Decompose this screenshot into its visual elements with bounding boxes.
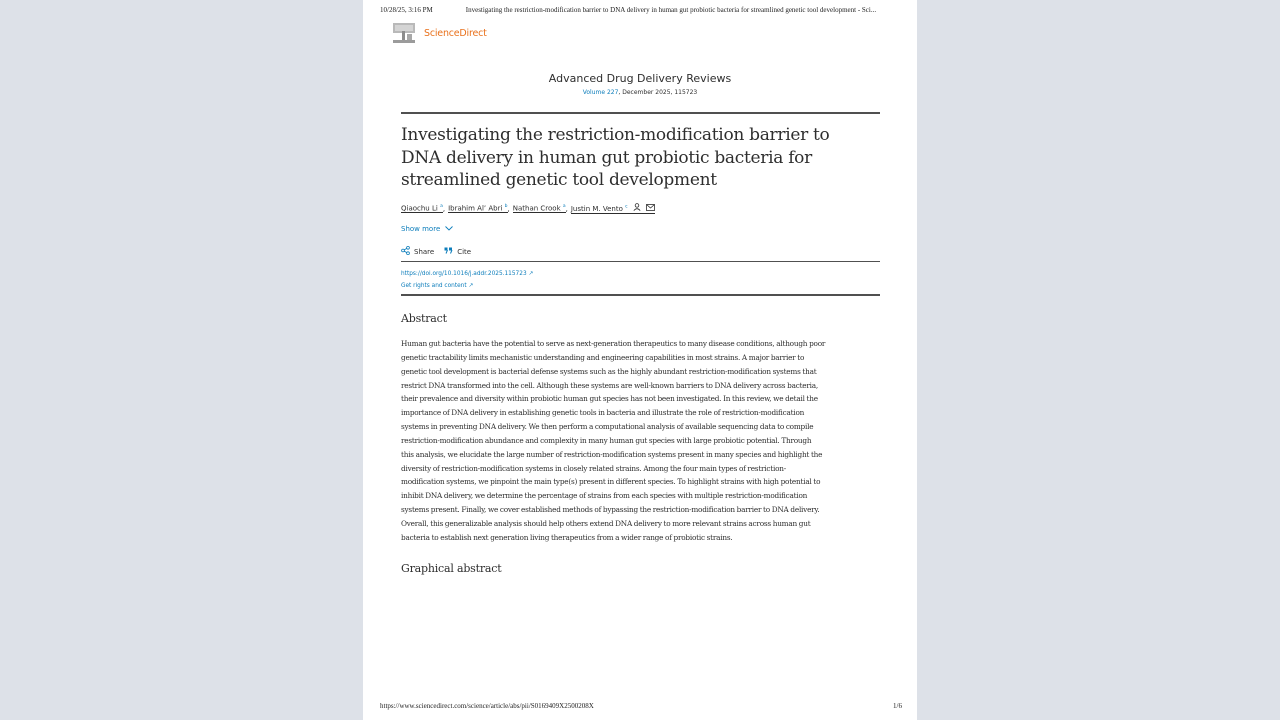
abstract-line: importance of DNA delivery in establishing genetic tools in bacteria and illustrate the role of restriction-modification	[401, 408, 805, 418]
doi-link[interactable]: https://doi.org/10.1016/j.addr.2025.115723 ↗	[401, 271, 534, 277]
share-button[interactable]	[401, 246, 434, 257]
abstract-line: systems present. Finally, we cover established methods of bypassing the restriction-modification barrier to DNA delivery.	[401, 505, 820, 515]
abstract-body	[401, 337, 883, 545]
volume-link[interactable]: Volume 227	[582, 89, 619, 96]
cite-label: Cite	[457, 247, 472, 256]
author-link[interactable]: Qiaochu Li $^a$	[401, 203, 443, 213]
elsevier-tree-icon	[392, 22, 416, 44]
abstract-line: systems in preventing DNA delivery. We then perform a computational analysis of available sequencing data to compile	[401, 422, 814, 432]
abstract-line: Human gut bacteria have the potential to serve as next-generation therapeutics to many disease conditions, although poor	[401, 339, 826, 348]
email-icon[interactable]	[646, 204, 655, 213]
links-divider	[401, 294, 880, 296]
share-icon	[401, 246, 410, 257]
abstract-line: restrict DNA transformed into the cell. Although these systems are well-known barriers to DNA delivery across bacteria,	[401, 380, 818, 390]
abstract-heading: Abstract	[401, 312, 447, 325]
article-actions	[401, 246, 481, 257]
abstract-line: inhibit DNA delivery, we determine the percentage of strains from each species with multiple restriction-modification	[401, 491, 808, 501]
author-link[interactable]: Nathan Crook $^a$	[512, 203, 566, 213]
print-page-title: Investigating the restriction-modification barrier to DNA delivery in human gut probiotic bacteria for streamlined genetic tool development - Sci...	[465, 6, 877, 14]
graphical-abstract-heading: Graphical abstract	[401, 562, 502, 575]
show-more-button[interactable]	[401, 225, 453, 233]
author-list: Qiaochu Li $^a$ , Ibrahim Al’ Abri $^b$ , Nathan Crook $^a$ , Justin M. Vento $^c$	[401, 203, 655, 214]
article-title: Investigating the restriction-modification barrier to DNA delivery in human gut probiotic bacteria for streamlined genetic tool development	[401, 125, 830, 190]
author-link[interactable]: Justin M. Vento $^c$	[571, 203, 655, 214]
abstract-line: this analysis, we elucidate the large number of restriction-modification systems present in many species and highlight the	[401, 449, 823, 459]
author-link[interactable]: Ibrahim Al’ Abri $^b$	[448, 203, 508, 213]
abstract-line: bacteria to establish next generation living therapeutics from a wider range of probiotic strains.	[401, 532, 733, 542]
sciencedirect-logo[interactable]	[392, 22, 487, 44]
print-header	[380, 6, 903, 14]
quote-icon	[444, 247, 453, 256]
external-link-icon: ↗	[468, 283, 474, 289]
article-links	[401, 268, 533, 292]
print-footer	[380, 702, 902, 710]
print-page-number: 1/6	[893, 702, 902, 710]
abstract-line: genetic tool development is bacterial defense systems such as the highly abundant restriction-modification systems that	[401, 366, 817, 376]
abstract-line: restriction-modification abundance and complexity in many human gut species with large probiotic potential. Through	[401, 435, 812, 445]
abstract-line: modification systems, we pinpoint the main type(s) present in different species. To highlight strains with high potential to	[401, 477, 821, 487]
external-link-icon: ↗	[528, 271, 534, 277]
chevron-down-icon	[445, 225, 453, 233]
header-divider	[401, 112, 880, 114]
abstract-line: diversity of restriction-modification systems in closely related strains. Among the four main types of restriction-	[401, 463, 786, 473]
rights-link[interactable]: Get rights and content ↗	[401, 283, 474, 289]
pdf-page	[363, 0, 917, 720]
abstract-line: Overall, this generalizable analysis should help others extend DNA delivery to more relevant strains across human gut	[401, 518, 811, 528]
print-datetime: 10/28/25, 3:16 PM	[380, 6, 433, 14]
volume-details: , December 2025, 115723	[618, 89, 698, 96]
journal-volume	[363, 89, 917, 96]
abstract-line: genetic tractability limits mechanistic understanding and engineering capabilities in most strains. A major barrier to	[401, 352, 805, 362]
show-more-label: Show more	[401, 225, 441, 233]
brand-name: ScienceDirect	[424, 27, 487, 39]
abstract-line: their prevalence and diversity within probiotic human gut species has not been investigated. In this review, we detail the	[401, 394, 818, 404]
cite-button[interactable]	[444, 247, 471, 256]
corresponding-author-icon	[633, 203, 641, 213]
share-label: Share	[414, 247, 435, 256]
journal-name[interactable]: Advanced Drug Delivery Reviews	[548, 72, 732, 85]
print-url: https://www.sciencedirect.com/science/article/abs/pii/S0169409X2500208X	[380, 702, 594, 710]
actions-divider	[401, 261, 880, 262]
